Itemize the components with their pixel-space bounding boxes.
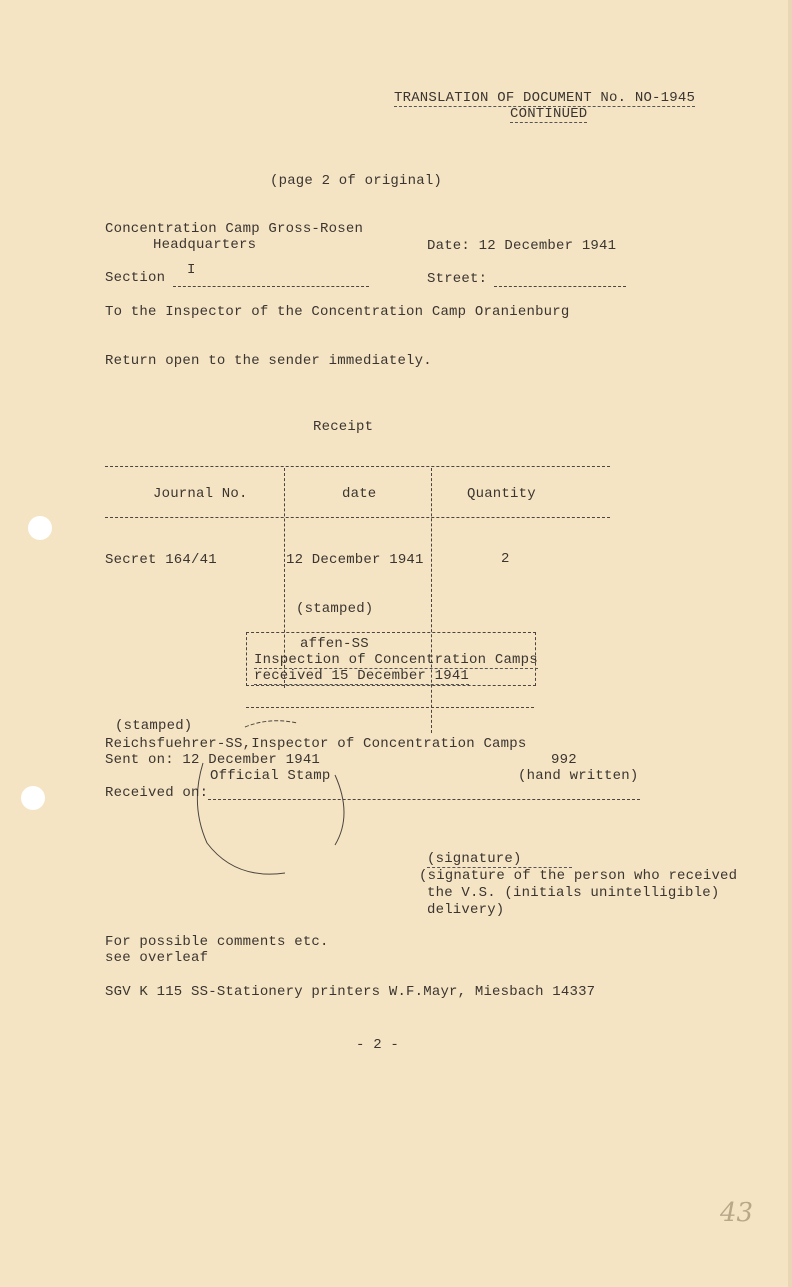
stamp1-label: (stamped) <box>296 601 374 617</box>
document-date: Date: 12 December 1941 <box>427 238 617 254</box>
table-header-journal: Journal No. <box>153 486 248 502</box>
page-number: - 2 - <box>356 1037 400 1053</box>
stamp2-label: (stamped) <box>115 718 193 734</box>
document-title: TRANSLATION OF DOCUMENT No. NO-1945 <box>394 90 696 106</box>
signature-label: (signature) <box>427 851 572 868</box>
handwritten-note: (hand written) <box>518 768 639 784</box>
page-edge <box>788 0 792 1287</box>
addressee-line: To the Inspector of the Concentration Camp Oranienburg <box>105 304 570 320</box>
pencil-page-mark: 43 <box>720 1198 754 1228</box>
stamp1-line3: received 15 December 1941 <box>254 668 470 684</box>
stamp1-line2: Inspection of Concentration Camps <box>254 652 538 668</box>
signature-line1: (signature of the person who received <box>419 868 738 884</box>
table-top-rule <box>105 466 610 467</box>
table-header-quantity: Quantity <box>467 486 536 502</box>
stamp1-line1: affen-SS <box>300 636 369 652</box>
section-label: Section <box>105 270 166 286</box>
received-line <box>208 799 640 800</box>
stamp2-received: Received on: <box>105 785 209 801</box>
table-cell-date: 12 December 1941 <box>286 552 424 568</box>
printer-line: SGV K 115 SS-Stationery printers W.F.Mayr, Miesbach 14337 <box>105 984 596 1000</box>
handwritten-number: 992 <box>551 752 577 768</box>
return-instruction: Return open to the sender immediately. <box>105 353 432 369</box>
comments-line1: For possible comments etc. <box>105 934 329 950</box>
table-divider-2 <box>431 468 432 733</box>
table-header-rule <box>105 517 610 518</box>
street-underline <box>494 286 626 287</box>
table-cell-quantity: 2 <box>501 551 510 567</box>
comments-line2: see overleaf <box>105 950 209 966</box>
camp-name: Concentration Camp Gross-Rosen <box>105 221 364 237</box>
signature-line2: the V.S. (initials unintelligible) <box>427 885 720 901</box>
table-header-date: date <box>342 486 377 502</box>
signature-line3: delivery) <box>427 902 505 918</box>
section-value: I <box>187 262 196 278</box>
table-cell-journal: Secret 164/41 <box>105 552 217 568</box>
section-underline <box>173 286 369 287</box>
headquarters: Headquarters <box>153 237 257 253</box>
document-continued: CONTINUED <box>510 106 588 122</box>
street-label: Street: <box>427 271 488 287</box>
stamp2-line1: Reichsfuehrer-SS,Inspector of Concentration Camps <box>105 736 527 752</box>
page-note: (page 2 of original) <box>270 173 443 189</box>
receipt-title: Receipt <box>313 419 374 435</box>
stamp2-official: Official Stamp <box>210 768 331 784</box>
stamp1-lower-rule <box>246 707 534 708</box>
punch-hole-bottom <box>21 786 45 810</box>
punch-hole-top <box>28 516 52 540</box>
stamp2-sent: Sent on: 12 December 1941 <box>105 752 321 768</box>
